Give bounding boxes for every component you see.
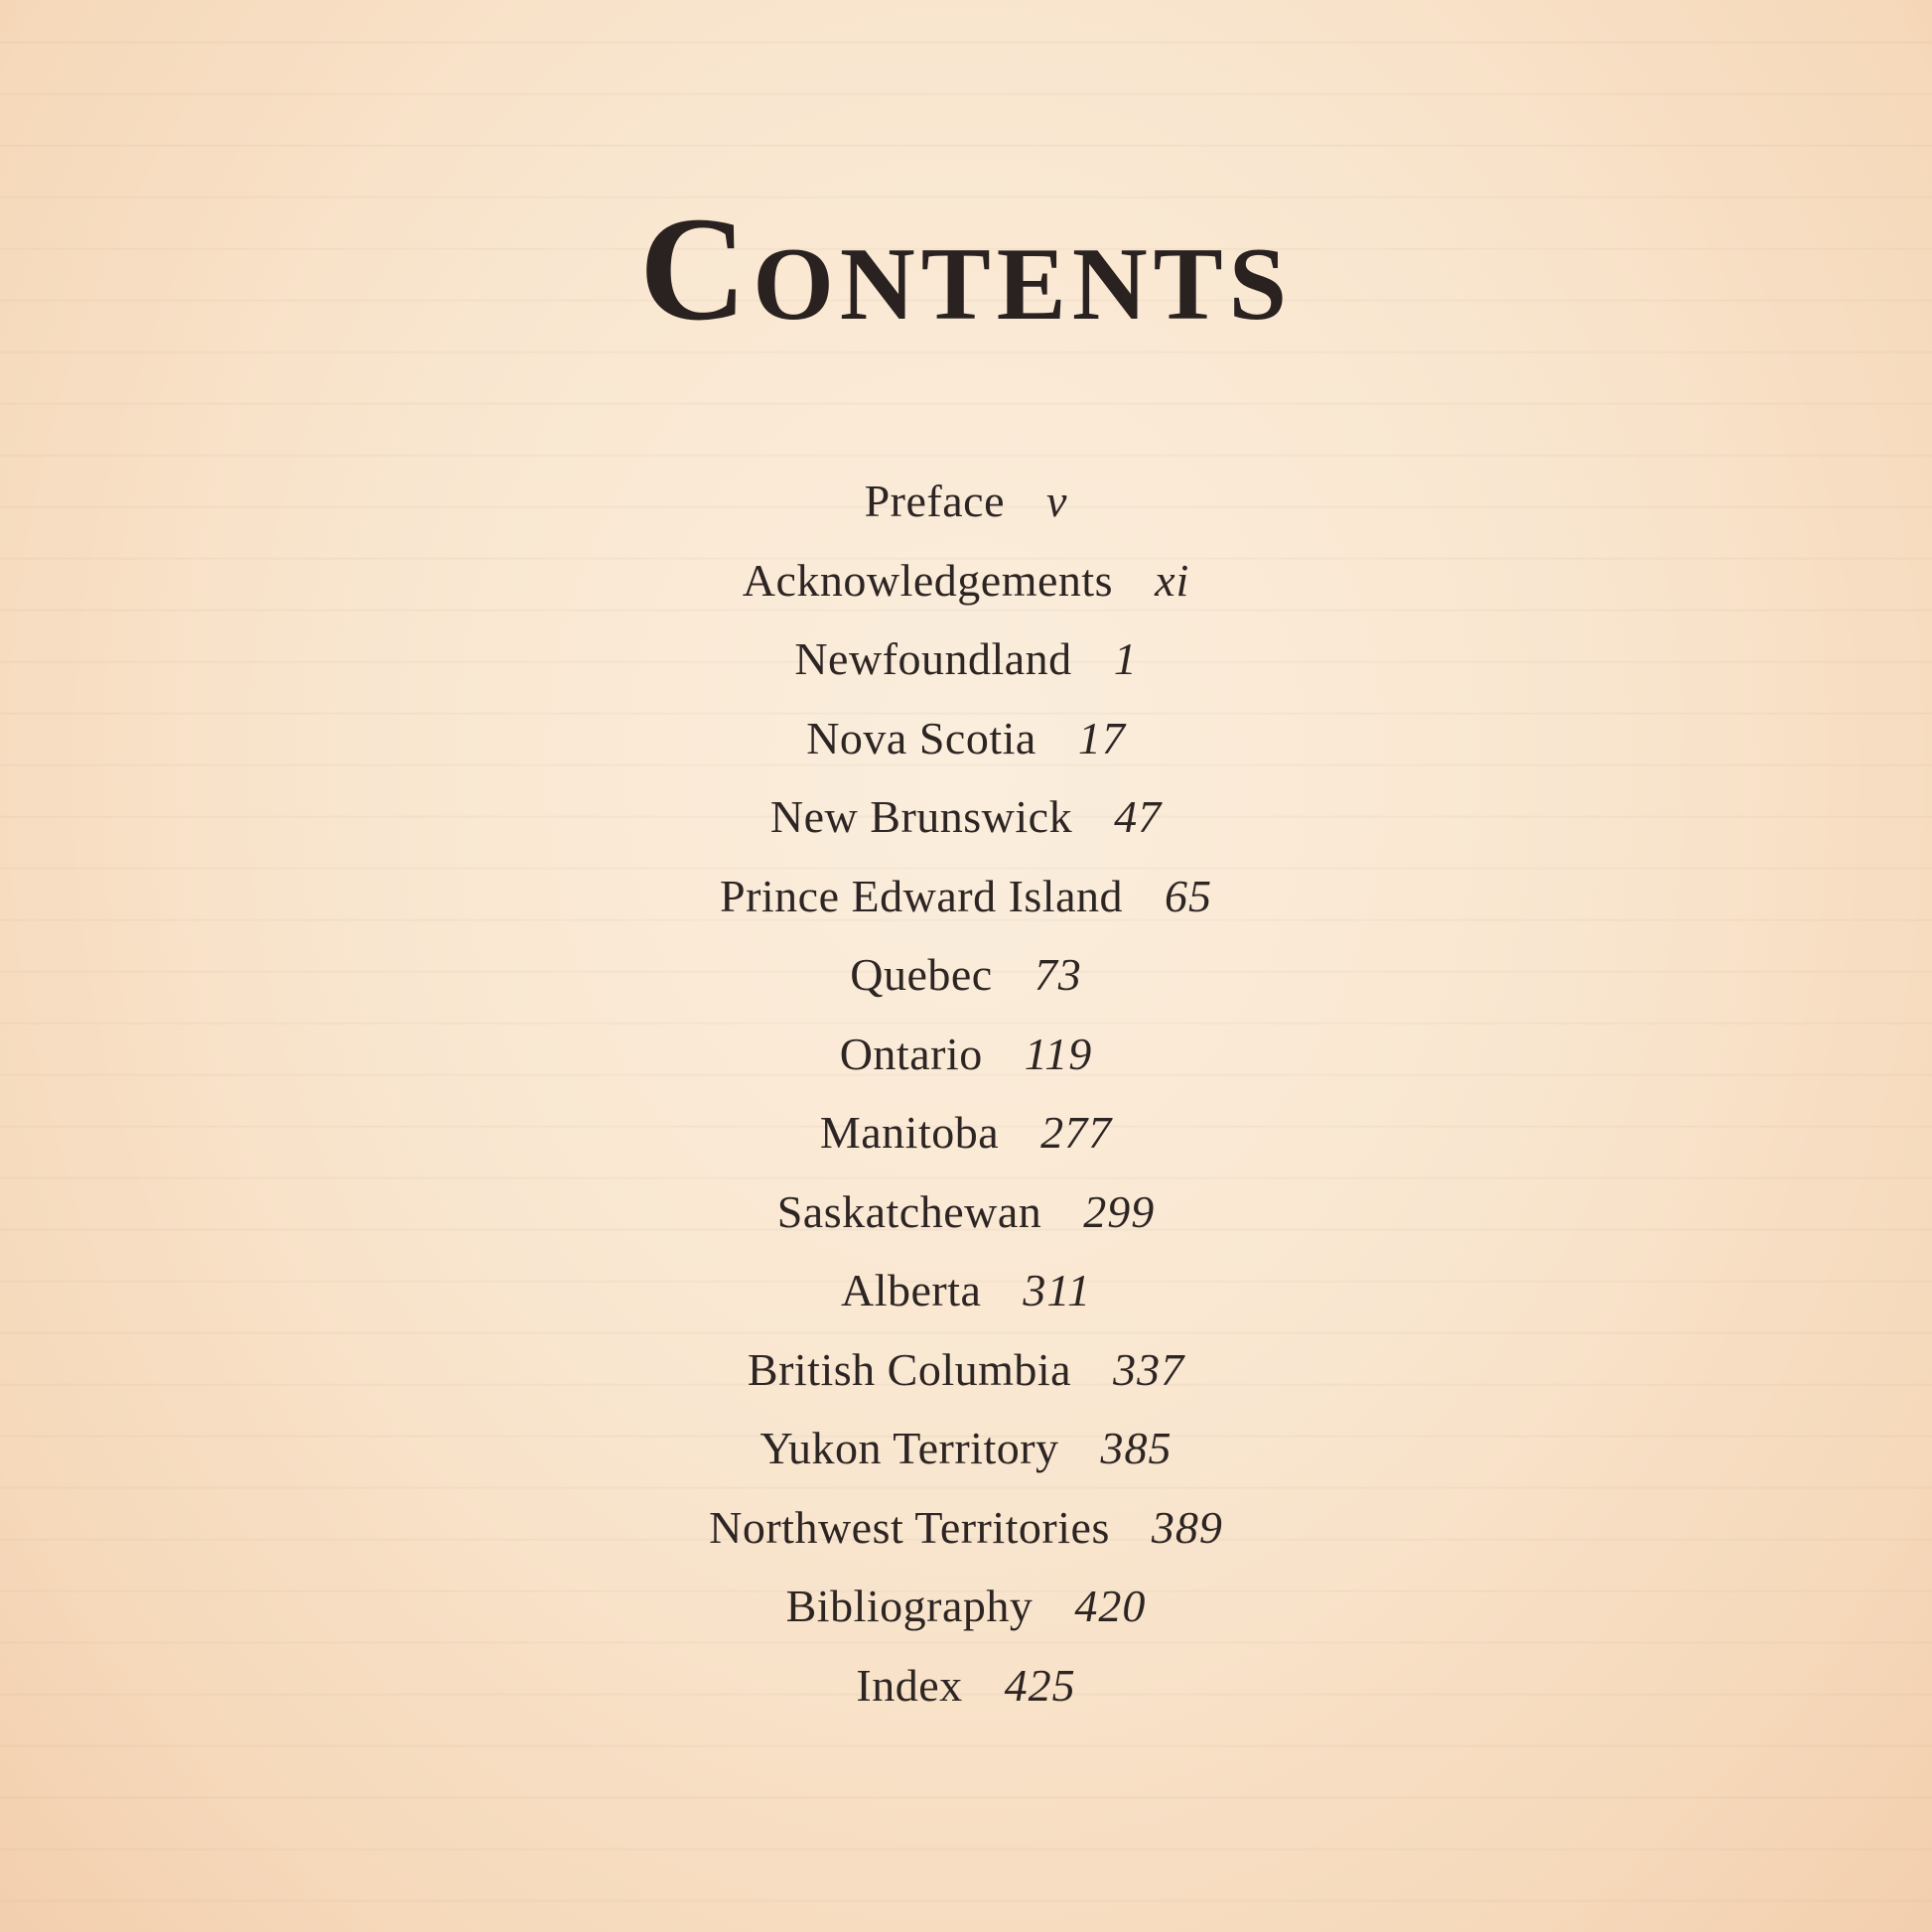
toc-entry-title: British Columbia xyxy=(747,1343,1072,1395)
toc-entry-title: Northwest Territories xyxy=(709,1501,1110,1553)
toc-entry-title: Ontario xyxy=(839,1028,983,1079)
toc-entry-title: Quebec xyxy=(850,949,993,1000)
toc-entry-index xyxy=(0,1646,1932,1725)
toc-entry-page: 47 xyxy=(1114,791,1163,842)
toc-entry-page: 119 xyxy=(1024,1028,1093,1079)
toc-entry-page: 385 xyxy=(1100,1423,1173,1473)
toc-entry-title: Newfoundland xyxy=(794,633,1072,684)
toc-entry-page: 420 xyxy=(1074,1581,1147,1631)
toc-entry-bibliography xyxy=(0,1567,1932,1646)
toc-entry-manitoba xyxy=(0,1093,1932,1173)
toc-entry-saskatchewan xyxy=(0,1173,1932,1252)
toc-entry-title: Saskatchewan xyxy=(776,1185,1042,1237)
toc-entry-title: Alberta xyxy=(840,1265,982,1315)
toc-entry-newfoundland xyxy=(0,620,1932,699)
toc-entry-acknowledgements xyxy=(0,541,1932,621)
toc-entry-prince-edward-island xyxy=(0,857,1932,936)
toc-entry-page: v xyxy=(1045,476,1068,526)
toc-entry-british-columbia xyxy=(0,1330,1932,1410)
toc-entry-alberta xyxy=(0,1251,1932,1330)
toc-entry-title: New Brunswick xyxy=(769,791,1073,842)
toc-entry-page: 311 xyxy=(1023,1265,1092,1315)
toc-entry-new-brunswick xyxy=(0,777,1932,857)
toc-entry-quebec xyxy=(0,935,1932,1015)
toc-entry-page: xi xyxy=(1155,554,1190,606)
toc-entry-ontario xyxy=(0,1015,1932,1094)
page-title: Contents xyxy=(638,186,1294,351)
toc-entry-page: 277 xyxy=(1040,1107,1113,1158)
toc-entry-page: 337 xyxy=(1113,1343,1185,1395)
toc-entry-title: Nova Scotia xyxy=(806,712,1036,763)
toc-entry-title: Yukon Territory xyxy=(759,1423,1059,1473)
toc-entry-nova-scotia xyxy=(0,699,1932,778)
toc-entry-northwest-territories xyxy=(0,1488,1932,1568)
toc-entry-page: 425 xyxy=(1004,1659,1076,1711)
table-of-contents xyxy=(0,462,1932,1725)
toc-entry-title: Manitoba xyxy=(819,1107,1000,1158)
toc-entry-page: 299 xyxy=(1083,1185,1156,1237)
toc-entry-yukon-territory xyxy=(0,1409,1932,1488)
toc-entry-title: Preface xyxy=(864,476,1005,526)
toc-entry-page: 389 xyxy=(1151,1501,1223,1553)
toc-entry-title: Prince Edward Island xyxy=(720,870,1123,921)
toc-entry-page: 1 xyxy=(1113,633,1138,684)
toc-entry-title: Index xyxy=(856,1659,963,1711)
toc-entry-page: 73 xyxy=(1034,949,1082,1000)
toc-entry-title: Acknowledgements xyxy=(742,554,1114,606)
toc-entry-preface xyxy=(0,462,1932,541)
toc-entry-page: 65 xyxy=(1165,870,1212,921)
toc-entry-title: Bibliography xyxy=(785,1581,1034,1631)
toc-entry-page: 17 xyxy=(1077,712,1126,763)
